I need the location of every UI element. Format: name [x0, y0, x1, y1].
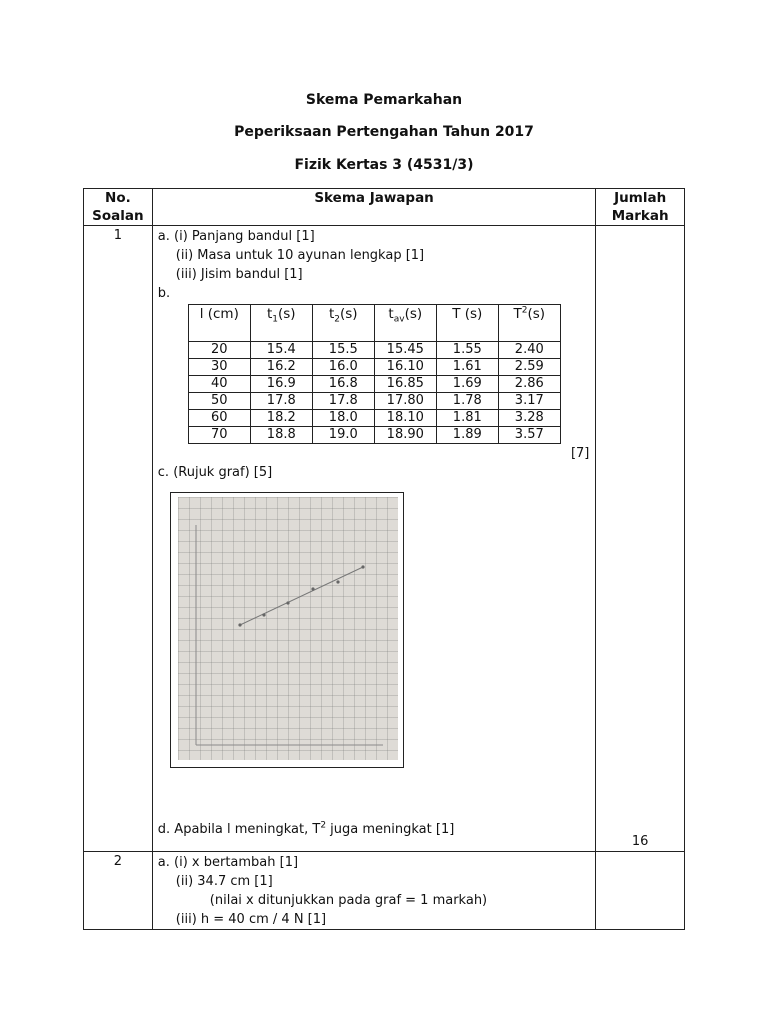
col-t1: $t_1(s)$: [250, 305, 312, 342]
col-T2: $T^2(s)$: [498, 305, 560, 342]
data-cell: 2.86: [498, 376, 560, 393]
header-jumlah-markah: Jumlah Markah: [596, 189, 685, 226]
data-cell: 2.59: [498, 359, 560, 376]
title-line-2: Peperiksaan Pertengahan Tahun 2017: [234, 124, 534, 140]
data-cell: 3.17: [498, 393, 560, 410]
data-cell: 16.10: [374, 359, 436, 376]
graph-frame: [170, 492, 404, 768]
data-cell: 16.0: [312, 359, 374, 376]
data-cell: 1.78: [436, 393, 498, 410]
question-number-2: 2: [84, 852, 153, 930]
data-cell: 16.9: [250, 376, 312, 393]
data-cell: 18.10: [374, 410, 436, 427]
graph-photo-icon: [178, 497, 398, 760]
data-cell: 16.2: [250, 359, 312, 376]
q1-c: c. (Rujuk graf) [5]: [157, 465, 273, 480]
data-cell: 17.8: [250, 393, 312, 410]
total-marks-q2: [596, 852, 685, 930]
col-T: T (s): [436, 305, 498, 342]
data-cell: 1.81: [436, 410, 498, 427]
total-marks-q1: 16: [596, 226, 685, 852]
data-cell: 18.8: [250, 427, 312, 444]
col-tav: $t_{av}(s)$: [374, 305, 436, 342]
data-cell: 1.61: [436, 359, 498, 376]
data-cell: 70: [188, 427, 250, 444]
question-number-1: 1: [84, 226, 153, 852]
title-line-3: Fizik Kertas 3 (4531/3): [294, 157, 474, 173]
data-cell: 18.0: [312, 410, 374, 427]
data-row: [188, 342, 560, 359]
q1-a-i: a. (i) Panjang bandul [1]: [157, 229, 315, 244]
data-cell: 16.8: [312, 376, 374, 393]
col-t2: $t_2(s)$: [312, 305, 374, 342]
data-cell: 2.40: [498, 342, 560, 359]
data-row: [188, 376, 560, 393]
q1-a-ii: (ii) Masa untuk 10 ayunan lengkap [1]: [175, 248, 425, 263]
data-cell: 30: [188, 359, 250, 376]
data-cell: 15.4: [250, 342, 312, 359]
data-cell: 20: [188, 342, 250, 359]
data-cell: 15.5: [312, 342, 374, 359]
answer-cell-1: [152, 226, 596, 852]
data-cell: 1.89: [436, 427, 498, 444]
data-row: [188, 359, 560, 376]
data-cell: 17.8: [312, 393, 374, 410]
q1-b-label: b.: [157, 286, 171, 301]
header-skema-jawapan: Skema Jawapan: [152, 189, 596, 226]
data-cell: 18.2: [250, 410, 312, 427]
q2-a-ii: (ii) 34.7 cm [1]: [175, 874, 273, 889]
data-cell: 16.85: [374, 376, 436, 393]
data-cell: 19.0: [312, 427, 374, 444]
q2-a-ii-note: (nilai x ditunjukkan pada graf = 1 markah): [209, 893, 488, 908]
q1-data-table: [188, 304, 561, 444]
data-cell: 40: [188, 376, 250, 393]
header-no-soalan: No. Soalan: [84, 189, 153, 226]
q1-b-marks: [7]: [570, 446, 590, 461]
data-cell: 3.57: [498, 427, 560, 444]
q1-a-iii: (iii) Jisim bandul [1]: [175, 267, 303, 282]
data-row: [188, 427, 560, 444]
data-cell: 15.45: [374, 342, 436, 359]
data-cell: 17.80: [374, 393, 436, 410]
q1-d: d. Apabila l meningkat, $T^2$ juga meningkat [1]: [157, 820, 455, 837]
q2-a-iii: (iii) h = 40 cm / 4 N [1]: [175, 912, 327, 927]
data-cell: 18.90: [374, 427, 436, 444]
data-cell: 50: [188, 393, 250, 410]
col-l: l (cm): [188, 305, 250, 342]
answer-cell-2: [152, 852, 596, 930]
q2-a-i: a. (i) x bertambah [1]: [157, 855, 299, 870]
data-cell: 1.69: [436, 376, 498, 393]
data-cell: 3.28: [498, 410, 560, 427]
marking-scheme-table: [83, 188, 685, 930]
data-row: [188, 393, 560, 410]
data-row: [188, 410, 560, 427]
data-cell: 1.55: [436, 342, 498, 359]
data-cell: 60: [188, 410, 250, 427]
title-line-1: Skema Pemarkahan: [305, 92, 463, 108]
